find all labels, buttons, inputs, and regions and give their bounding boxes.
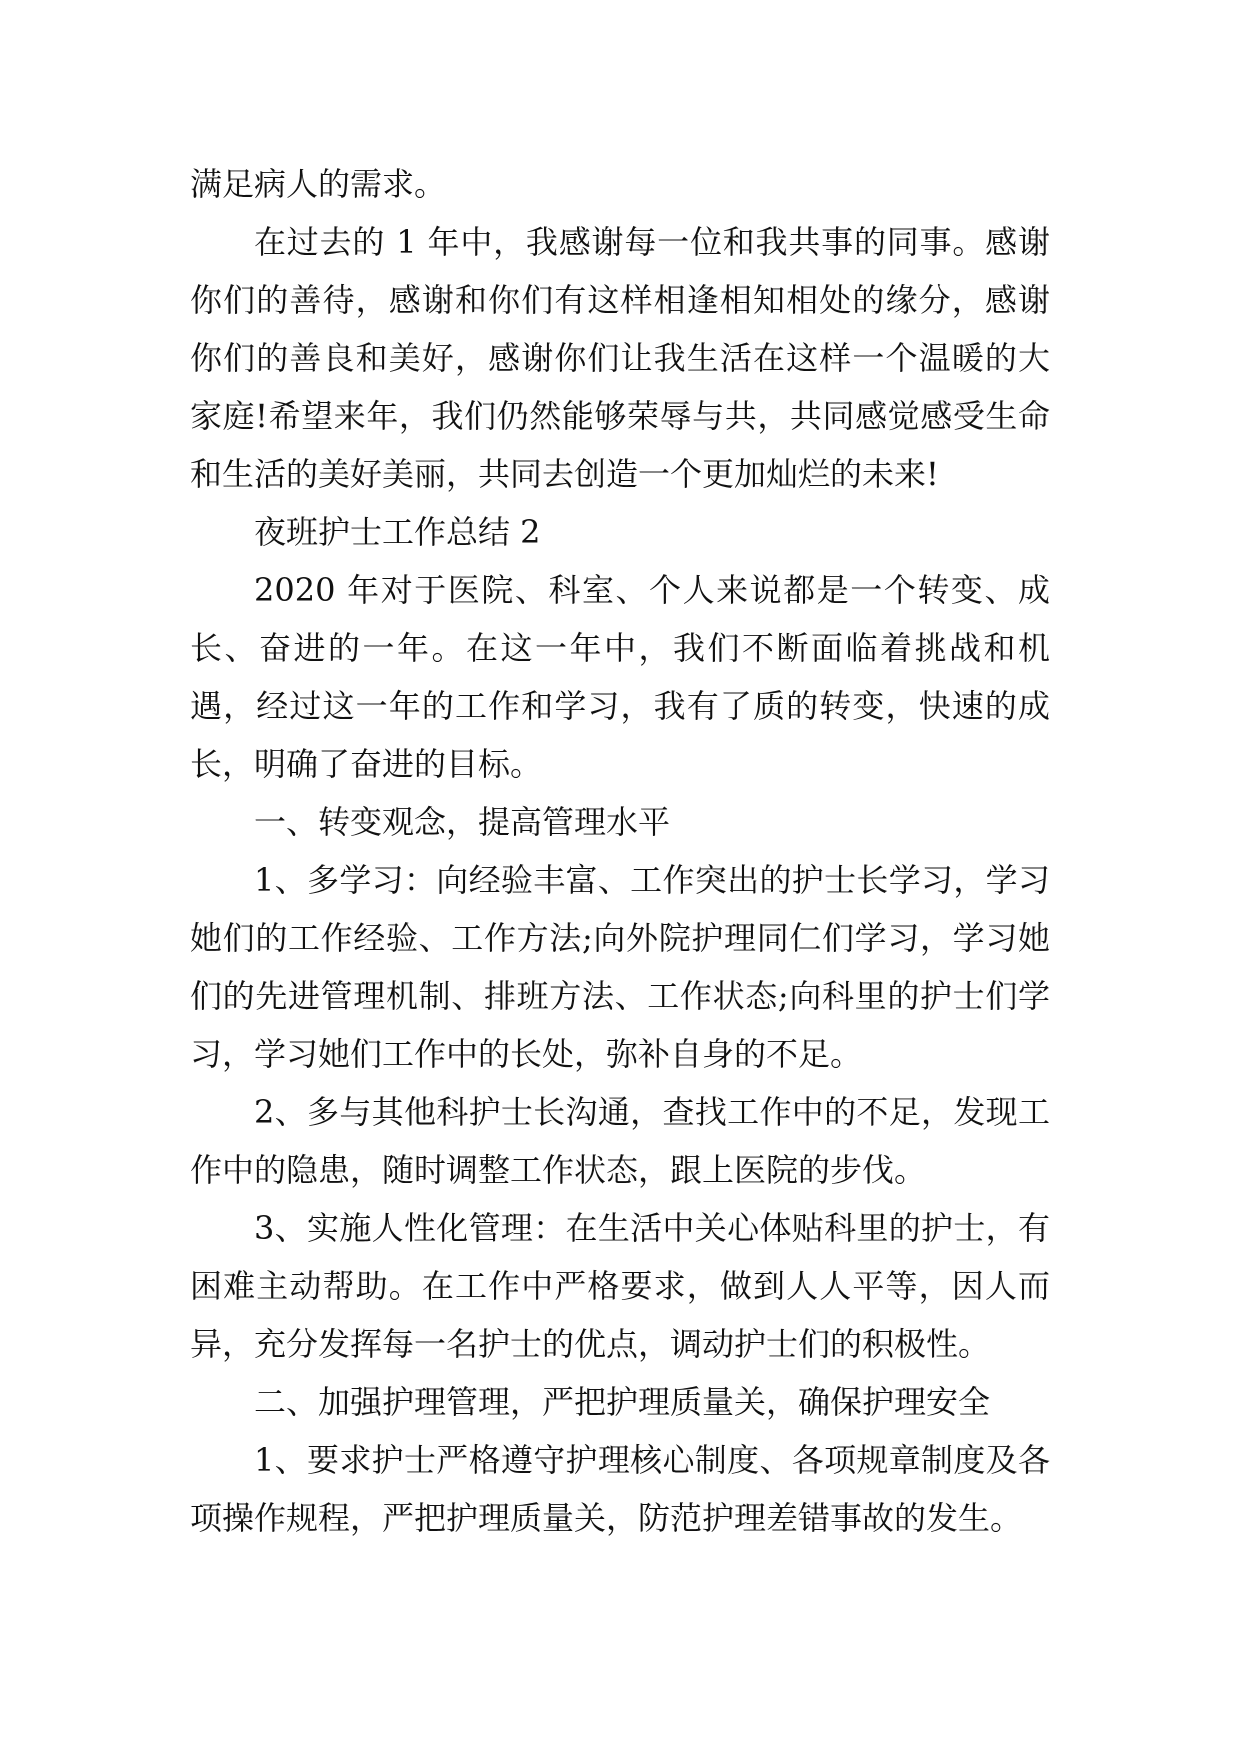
document-body — [190, 155, 1050, 1547]
heading-one: 一、转变观念，提高管理水平 — [254, 803, 671, 841]
heading-two: 二、加强护理管理，严把护理质量关，确保护理安全 — [254, 1383, 991, 1421]
paragraph-item-4: 1、要求护士严格遵守护理核心制度、各项规章制度及各项操作规程，严把护理质量关，防范护理差错事故的发生。 — [190, 1441, 1050, 1537]
section-title: 夜班护士工作总结 2 — [254, 513, 541, 551]
paragraph-item-2: 2、多与其他科护士长沟通，查找工作中的不足，发现工作中的隐患，随时调整工作状态，跟上医院的步伐。 — [190, 1093, 1050, 1189]
paragraph-continuation: 满足病人的需求。 — [190, 165, 447, 203]
paragraph-item-3: 3、实施人性化管理：在生活中关心体贴科里的护士，有困难主动帮助。在工作中严格要求，做到人人平等，因人而异，充分发挥每一名护士的优点，调动护士们的积极性。 — [190, 1209, 1050, 1363]
paragraph-thanks: 在过去的 1 年中，我感谢每一位和我共事的同事。感谢你们的善待，感谢和你们有这样相逢相知相处的缘分，感谢你们的善良和美好，感谢你们让我生活在这样一个温暖的大家庭!希望来年，我们仍然能够荣辱与共，共同感觉感受生命和生活的美好美丽，共同去创造一个更加灿烂的未来! — [190, 223, 1050, 493]
paragraph-intro: 2020 年对于医院、科室、个人来说都是一个转变、成长、奋进的一年。在这一年中，我们不断面临着挑战和机遇，经过这一年的工作和学习，我有了质的转变，快速的成长，明确了奋进的目标。 — [190, 571, 1050, 783]
paragraph-item-1: 1、多学习：向经验丰富、工作突出的护士长学习，学习她们的工作经验、工作方法;向外院护理同仁们学习，学习她们的先进管理机制、排班方法、工作状态;向科里的护士们学习，学习她们工作中的长处，弥补自身的不足。 — [190, 861, 1050, 1073]
